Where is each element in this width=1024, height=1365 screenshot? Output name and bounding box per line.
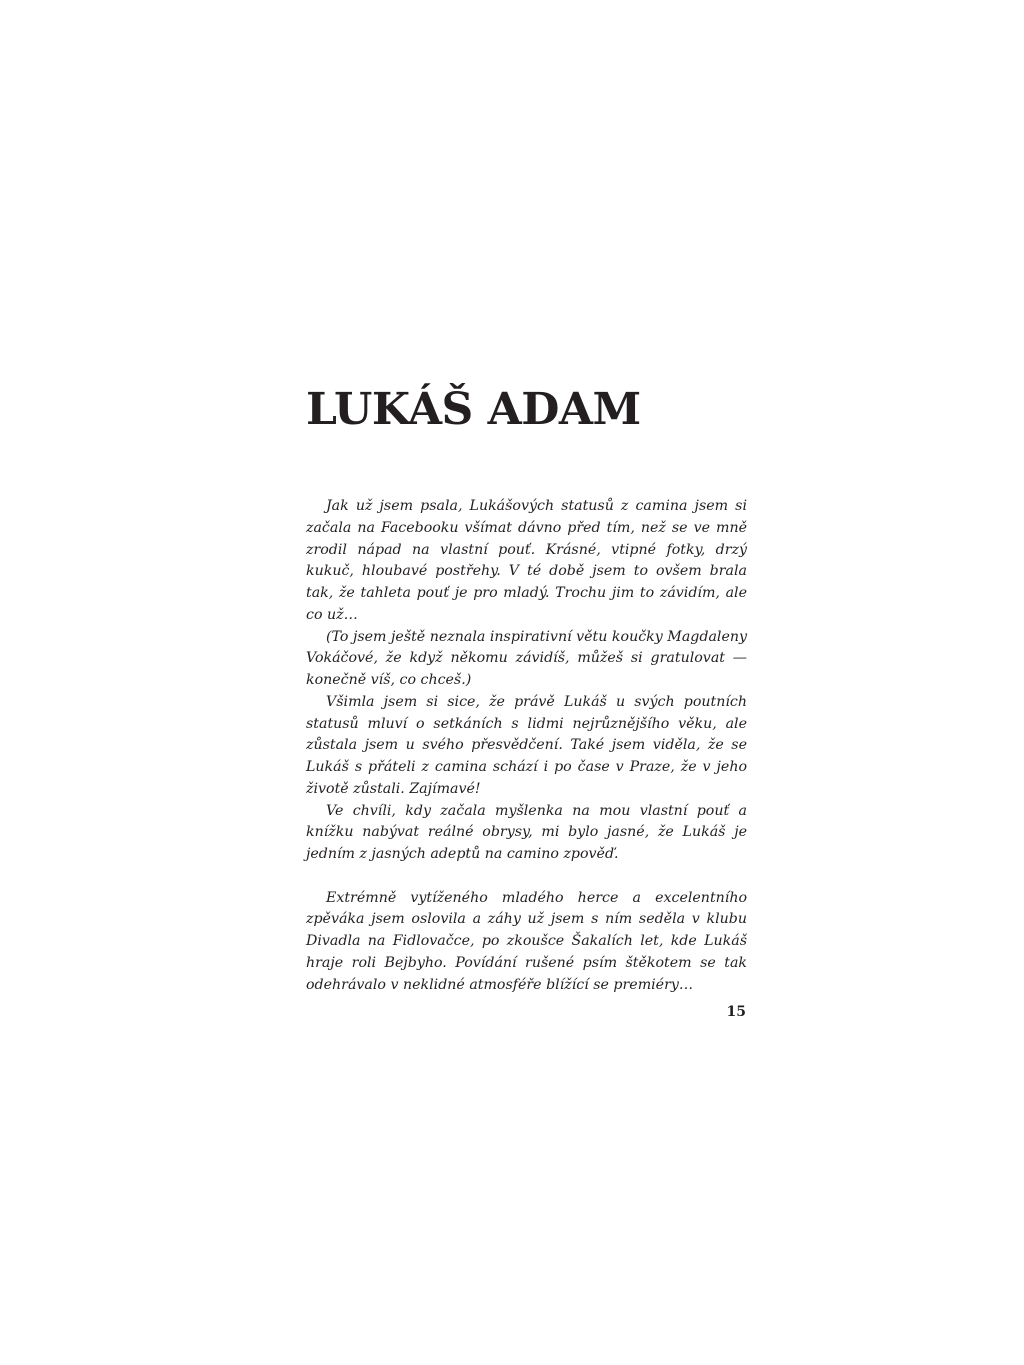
chapter-title: LUKÁŠ ADAM: [306, 384, 641, 435]
body-text: [306, 496, 747, 996]
paragraph: (To jsem ještě neznala inspirativní větu koučky Magdaleny Vokáčové, že když někomu závidíš, můžeš si gratulovat — konečně víš, co chceš.): [306, 628, 747, 688]
paragraph: Jak už jsem psala, Lukášových statusů z camina jsem si začala na Facebooku všímat dávno před tím, než se ve mně zrodil nápad na vlastní pouť. Krásné, vtipné fotky, drzý kukuč, hloubavé postřehy. V té době jsem to ovšem brala tak, že tahleta pouť je pro mladý. Trochu jim to závidím, ale co už…: [306, 498, 747, 623]
paragraph: Všimla jsem si sice, že právě Lukáš u svých poutních statusů mluví o setkáních s lidmi nejrůznějšího věku, ale zůstala jsem u svého přesvědčení. Také jsem viděla, že se Lukáš s přáteli z camina schází i po čase v Praze, že v jeho životě zůstali. Zajímavé!: [306, 693, 747, 797]
paragraph: Extrémně vytíženého mladého herce a excelentního zpěváka jsem oslovila a záhy už jsem s ním seděla v klubu Divadla na Fidlovačce, po zkoušce Šakalích let, kde Lukáš hraje roli Bejbyho. Povídání rušené psím štěkotem se tak odehrávalo v neklidné atmosféře blížící se premiéry…: [306, 889, 747, 993]
page-number: 15: [726, 1004, 746, 1020]
paragraph: Ve chvíli, kdy začala myšlenka na mou vlastní pouť a knížku nabývat reálné obrysy, mi bylo jasné, že Lukáš je jedním z jasných adeptů na camino zpověď.: [306, 802, 747, 862]
